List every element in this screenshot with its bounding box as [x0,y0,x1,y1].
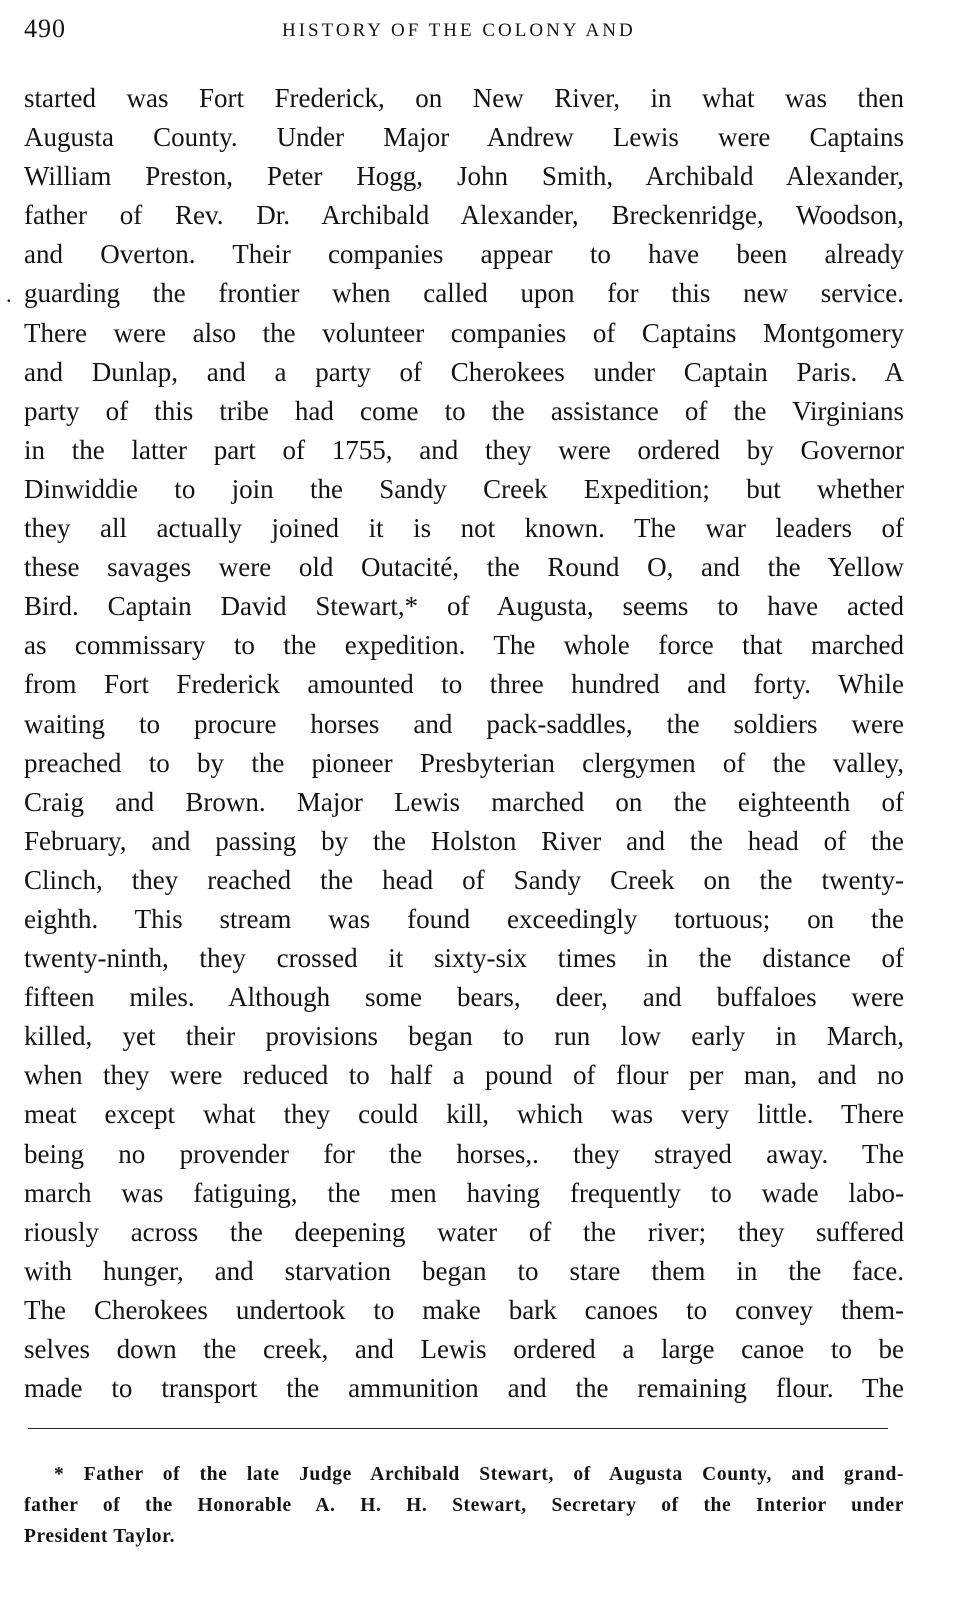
footnote-line: President Taylor. [24,1526,176,1547]
text-line: Dinwiddie to join the Sandy Creek Expedition; but whether [24,473,904,504]
text-line: Craig and Brown. Major Lewis marched on the eighteenth of [24,786,904,817]
running-head: HISTORY OF THE COLONY AND [282,20,636,41]
text-line: killed, yet their provisions began to run low early in March, [24,1021,904,1052]
text-line: riously across the deepening water of the river; they suffered [24,1216,904,1247]
text-line: meat except what they could kill, which was very little. There [24,1099,904,1130]
footnote [24,1459,904,1552]
footnote-rule [28,1428,888,1429]
text-line: selves down the creek, and Lewis ordered a large canoe to be [24,1334,904,1364]
footnote-line: father of the Honorable A. H. H. Stewart, Secretary of the Interior under [24,1495,904,1516]
text-line: preached to by the pioneer Presbyterian clergymen of the valley, [24,747,904,778]
text-line: eighth. This stream was found exceedingly tortuous; on the [24,903,904,934]
text-line: from Fort Frederick amounted to three hundred and forty. While [24,669,904,700]
text-line: William Preston, Peter Hogg, John Smith, Archibald Alexander, [24,161,904,192]
text-line: these savages were old Outacité, the Round O, and the Yellow [24,552,904,583]
text-line: as commissary to the expedition. The whole force that marched [24,630,904,661]
text-line: Augusta County. Under Major Andrew Lewis were Captains [24,122,904,153]
text-line: February, and passing by the Holston River and the head of the [24,825,904,856]
text-line: made to transport the ammunition and the remaining flour. The [24,1373,904,1404]
body-text [24,79,904,1408]
text-line: father of Rev. Dr. Archibald Alexander, Breckenridge, Woodson, [24,200,904,231]
page-number: 490 [24,14,66,43]
text-line: and Dunlap, and a party of Cherokees under Captain Paris. A [24,356,904,387]
text-line: in the latter part of 1755, and they were ordered by Governor [24,434,904,465]
text-line: waiting to procure horses and pack-saddles, the soldiers were [24,708,904,739]
margin-mark: . [6,282,12,307]
text-line: fifteen miles. Although some bears, deer, and buffaloes were [24,982,904,1013]
footnote-line: * Father of the late Judge Archibald Stewart, of Augusta County, and grand- [54,1464,904,1485]
text-line: twenty-ninth, they crossed it sixty-six times in the distance of [24,943,904,974]
page-header [24,14,904,54]
text-line: and Overton. Their companies appear to have been already [24,239,904,270]
text-line: party of this tribe had come to the assistance of the Virginians [24,395,904,426]
text-line: There were also the volunteer companies of Captains Montgomery [24,317,904,348]
text-line: guarding the frontier when called upon for this new service. [24,278,904,309]
text-line: Clinch, they reached the head of Sandy Creek on the twenty- [24,864,904,895]
text-line: with hunger, and starvation began to stare them in the face. [24,1255,904,1286]
text-line: The Cherokees undertook to make bark canoes to convey them- [24,1294,904,1325]
text-line: they all actually joined it is not known. The war leaders of [24,513,904,544]
text-line: Bird. Captain David Stewart,* of Augusta, seems to have acted [24,591,904,622]
text-line: being no provender for the horses,. they strayed away. The [24,1138,904,1169]
text-line: march was fatiguing, the men having frequently to wade labo- [24,1177,904,1208]
text-line: when they were reduced to half a pound of flour per man, and no [24,1060,904,1091]
text-line: started was Fort Frederick, on New River, in what was then [24,83,904,113]
